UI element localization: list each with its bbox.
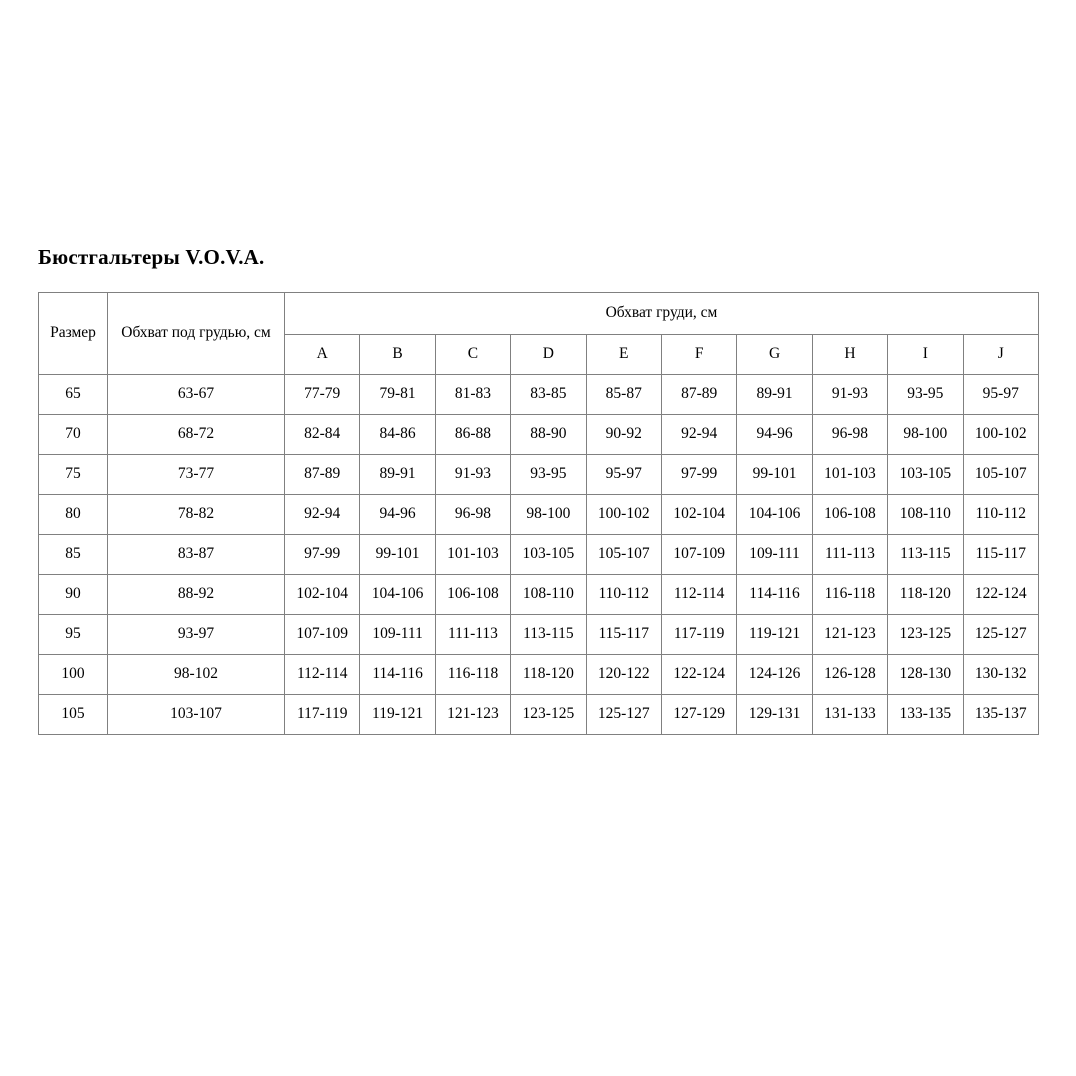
cell-size: 65 — [39, 375, 108, 415]
cell-cup-E: 120-122 — [586, 655, 661, 695]
table-row-size-75 — [39, 455, 1039, 495]
cell-cup-H: 131-133 — [812, 695, 887, 735]
cell-cup-I: 98-100 — [888, 415, 963, 455]
cell-cup-H: 91-93 — [812, 375, 887, 415]
cell-cup-G: 114-116 — [737, 575, 812, 615]
cell-cup-E: 85-87 — [586, 375, 661, 415]
cell-cup-B: 84-86 — [360, 415, 435, 455]
cell-cup-E: 100-102 — [586, 495, 661, 535]
col-header-cup-E: E — [586, 335, 661, 375]
cell-cup-I: 123-125 — [888, 615, 963, 655]
col-header-cup-D: D — [511, 335, 586, 375]
table-row-size-70 — [39, 415, 1039, 455]
cell-cup-B: 119-121 — [360, 695, 435, 735]
cell-cup-J: 130-132 — [963, 655, 1038, 695]
cell-size: 100 — [39, 655, 108, 695]
col-header-cup-F: F — [661, 335, 736, 375]
cell-cup-F: 107-109 — [661, 535, 736, 575]
cell-size: 75 — [39, 455, 108, 495]
cell-cup-F: 127-129 — [661, 695, 736, 735]
cell-cup-D: 113-115 — [511, 615, 586, 655]
cell-cup-H: 111-113 — [812, 535, 887, 575]
table-row-size-100 — [39, 655, 1039, 695]
table-row-size-65 — [39, 375, 1039, 415]
cell-cup-D: 103-105 — [511, 535, 586, 575]
cell-underbust: 93-97 — [108, 615, 285, 655]
cell-cup-I: 108-110 — [888, 495, 963, 535]
cell-cup-A: 102-104 — [285, 575, 360, 615]
cell-cup-G: 94-96 — [737, 415, 812, 455]
col-header-bust-group: Обхват груди, см — [285, 293, 1039, 335]
cell-cup-F: 102-104 — [661, 495, 736, 535]
cell-cup-E: 115-117 — [586, 615, 661, 655]
cell-underbust: 98-102 — [108, 655, 285, 695]
cell-cup-A: 107-109 — [285, 615, 360, 655]
cell-cup-G: 104-106 — [737, 495, 812, 535]
cell-cup-C: 121-123 — [435, 695, 510, 735]
cell-cup-I: 128-130 — [888, 655, 963, 695]
cell-cup-D: 88-90 — [511, 415, 586, 455]
cell-cup-B: 79-81 — [360, 375, 435, 415]
cell-cup-A: 87-89 — [285, 455, 360, 495]
cell-cup-D: 83-85 — [511, 375, 586, 415]
table-row-size-85 — [39, 535, 1039, 575]
cell-cup-C: 96-98 — [435, 495, 510, 535]
cell-size: 95 — [39, 615, 108, 655]
cell-cup-B: 104-106 — [360, 575, 435, 615]
cell-cup-C: 91-93 — [435, 455, 510, 495]
cell-cup-D: 118-120 — [511, 655, 586, 695]
cell-cup-G: 99-101 — [737, 455, 812, 495]
table-row-size-95 — [39, 615, 1039, 655]
cell-cup-H: 121-123 — [812, 615, 887, 655]
size-chart-body — [39, 375, 1039, 735]
size-chart-table — [38, 292, 1039, 735]
cell-underbust: 88-92 — [108, 575, 285, 615]
cell-cup-E: 105-107 — [586, 535, 661, 575]
cell-size: 70 — [39, 415, 108, 455]
cell-cup-C: 106-108 — [435, 575, 510, 615]
cell-cup-I: 113-115 — [888, 535, 963, 575]
cell-cup-C: 81-83 — [435, 375, 510, 415]
cell-cup-A: 97-99 — [285, 535, 360, 575]
col-header-cup-G: G — [737, 335, 812, 375]
col-header-size: Размер — [39, 293, 108, 375]
cell-underbust: 68-72 — [108, 415, 285, 455]
cell-cup-C: 116-118 — [435, 655, 510, 695]
cell-cup-J: 105-107 — [963, 455, 1038, 495]
cell-underbust: 63-67 — [108, 375, 285, 415]
cell-cup-I: 93-95 — [888, 375, 963, 415]
table-row-size-90 — [39, 575, 1039, 615]
cell-size: 80 — [39, 495, 108, 535]
cell-cup-B: 89-91 — [360, 455, 435, 495]
cell-size: 90 — [39, 575, 108, 615]
cell-cup-H: 126-128 — [812, 655, 887, 695]
cell-cup-I: 103-105 — [888, 455, 963, 495]
cell-cup-E: 95-97 — [586, 455, 661, 495]
col-header-cup-H: H — [812, 335, 887, 375]
cell-cup-F: 87-89 — [661, 375, 736, 415]
cell-cup-C: 101-103 — [435, 535, 510, 575]
cell-cup-G: 109-111 — [737, 535, 812, 575]
cell-cup-G: 129-131 — [737, 695, 812, 735]
cell-cup-A: 92-94 — [285, 495, 360, 535]
cell-cup-F: 112-114 — [661, 575, 736, 615]
cell-cup-B: 94-96 — [360, 495, 435, 535]
cell-cup-J: 135-137 — [963, 695, 1038, 735]
cell-cup-E: 90-92 — [586, 415, 661, 455]
cell-cup-E: 110-112 — [586, 575, 661, 615]
cell-cup-E: 125-127 — [586, 695, 661, 735]
cell-cup-J: 115-117 — [963, 535, 1038, 575]
cell-cup-C: 86-88 — [435, 415, 510, 455]
cell-cup-B: 109-111 — [360, 615, 435, 655]
cell-cup-F: 92-94 — [661, 415, 736, 455]
page-title: Бюстгальтеры V.O.V.A. — [38, 245, 265, 269]
cell-underbust: 78-82 — [108, 495, 285, 535]
cell-cup-D: 98-100 — [511, 495, 586, 535]
cell-cup-G: 119-121 — [737, 615, 812, 655]
cell-size: 105 — [39, 695, 108, 735]
col-header-underbust: Обхват под грудью, см — [108, 293, 285, 375]
cell-cup-D: 108-110 — [511, 575, 586, 615]
cell-cup-D: 93-95 — [511, 455, 586, 495]
cell-cup-B: 99-101 — [360, 535, 435, 575]
cell-size: 85 — [39, 535, 108, 575]
cell-cup-A: 112-114 — [285, 655, 360, 695]
cell-cup-A: 82-84 — [285, 415, 360, 455]
cell-cup-F: 122-124 — [661, 655, 736, 695]
cell-cup-H: 116-118 — [812, 575, 887, 615]
table-row-size-80 — [39, 495, 1039, 535]
col-header-cup-A: A — [285, 335, 360, 375]
cell-cup-G: 124-126 — [737, 655, 812, 695]
cell-cup-F: 117-119 — [661, 615, 736, 655]
cell-cup-C: 111-113 — [435, 615, 510, 655]
col-header-cup-C: C — [435, 335, 510, 375]
cell-cup-D: 123-125 — [511, 695, 586, 735]
cell-cup-A: 117-119 — [285, 695, 360, 735]
cell-cup-J: 122-124 — [963, 575, 1038, 615]
cell-cup-H: 96-98 — [812, 415, 887, 455]
table-row-size-105 — [39, 695, 1039, 735]
cell-underbust: 103-107 — [108, 695, 285, 735]
cell-cup-J: 110-112 — [963, 495, 1038, 535]
cell-cup-I: 118-120 — [888, 575, 963, 615]
cell-underbust: 83-87 — [108, 535, 285, 575]
col-header-cup-J: J — [963, 335, 1038, 375]
cell-cup-J: 95-97 — [963, 375, 1038, 415]
cell-cup-J: 100-102 — [963, 415, 1038, 455]
cell-cup-G: 89-91 — [737, 375, 812, 415]
col-header-cup-B: B — [360, 335, 435, 375]
col-header-cup-I: I — [888, 335, 963, 375]
cell-cup-I: 133-135 — [888, 695, 963, 735]
cell-cup-J: 125-127 — [963, 615, 1038, 655]
cell-cup-B: 114-116 — [360, 655, 435, 695]
cell-underbust: 73-77 — [108, 455, 285, 495]
cell-cup-F: 97-99 — [661, 455, 736, 495]
cell-cup-H: 101-103 — [812, 455, 887, 495]
cell-cup-A: 77-79 — [285, 375, 360, 415]
cell-cup-H: 106-108 — [812, 495, 887, 535]
